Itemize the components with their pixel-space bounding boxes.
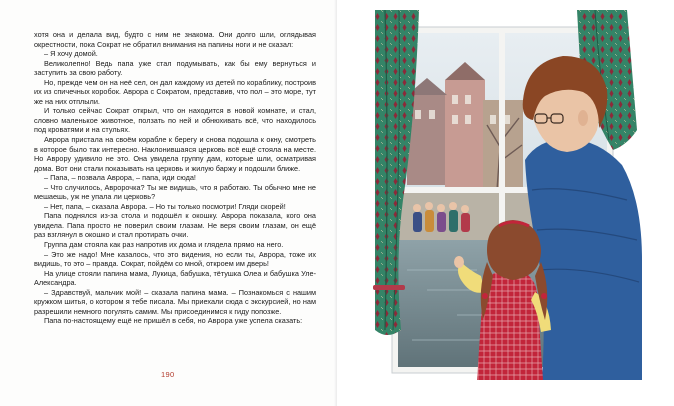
paragraph: – Это же надо! Мне казалось, что это видения, но если ты, Аврора, тоже их видишь, то это – правда. Сократ, пойдём со мной, откроем им дверь! (34, 249, 316, 269)
curtain-tieback (373, 285, 405, 290)
page-number: 190 (161, 370, 175, 379)
paragraph: И только сейчас Сократ открыл, что он находится в новой комнате, и стал, словно маленькое животное, ползать по ней и обнюхивать всё, что находилось под кроватями и на стульях. (34, 106, 316, 135)
paragraph: На улице стояли папина мама, Лукица, бабушка, тётушка Олеа и бабушка Уле-Александра. (34, 268, 316, 288)
paragraph: Папа по-настоящему ещё не пришёл в себя, но Аврора уже успела сказать: (44, 316, 303, 326)
paragraph: Папа поднялся из-за стола и подошёл к окошку. Аврора показала, кого она увидела. Папа просто не поверил своим глазам. Не веря своим глазам, он ещё раз взглянул в окошко и стал протирать очки. (34, 211, 316, 240)
paragraph: Группа дам стояла как раз напротив их дома и глядела прямо на него. (44, 240, 284, 250)
paragraph: – Папа, – позвала Аврора, – папа, иди сюда! (44, 173, 196, 183)
paragraph: – Что случилось, Авророчка? Ты же видишь, что я работаю. Ты обычно мне не мешаешь, уж не упала ли церковь? (34, 182, 316, 202)
paragraph: – Я хочу домой. (44, 49, 98, 59)
body-text (34, 30, 316, 326)
paragraph: хотя она и делала вид, будто с ним не знакома. Они долго шли, оглядывая окрестности, пока Сократ не обратил внимания на папины ноги и не сказал: (34, 30, 316, 49)
right-page (337, 0, 674, 406)
paragraph: Аврора пристала на своём корабле к берегу и снова подошла к окну, смотреть в которое было так интересно. Наклонившаяся церковь всё ещё стояла на месте. Но Аврору удивило не это. Она увидела группу дам, которые шли, осматривая дома. Вот они стали показывать на церковь и жилую баржу и подошли ближе. (34, 135, 316, 173)
paragraph: Но, прежде чем он на неё сел, он дал каждому из детей по кораблику, построив их из спичечных коробок. Аврора с Сократом, представив, что пол – это море, тут же на них отплыли. (34, 77, 316, 106)
window-illustration (337, 0, 674, 406)
paragraph: – Нет, папа, – сказала Аврора. – Но ты только посмотри! Гляди скорей! (44, 201, 286, 211)
paragraph: Великолепно! Ведь папа уже стал подумывать, как бы ему вернуться и заступить за свою работу. (34, 58, 316, 78)
paragraph: – Здравствуй, мальчик мой! – сказала папина мама. – Познакомься с нашим кружком шитья, о котором я тебе писала. Мы приехали сюда с экскурсией, но нам разрешили немного погулять самим. Мы присоединимся к гиду попозже. (34, 287, 316, 316)
